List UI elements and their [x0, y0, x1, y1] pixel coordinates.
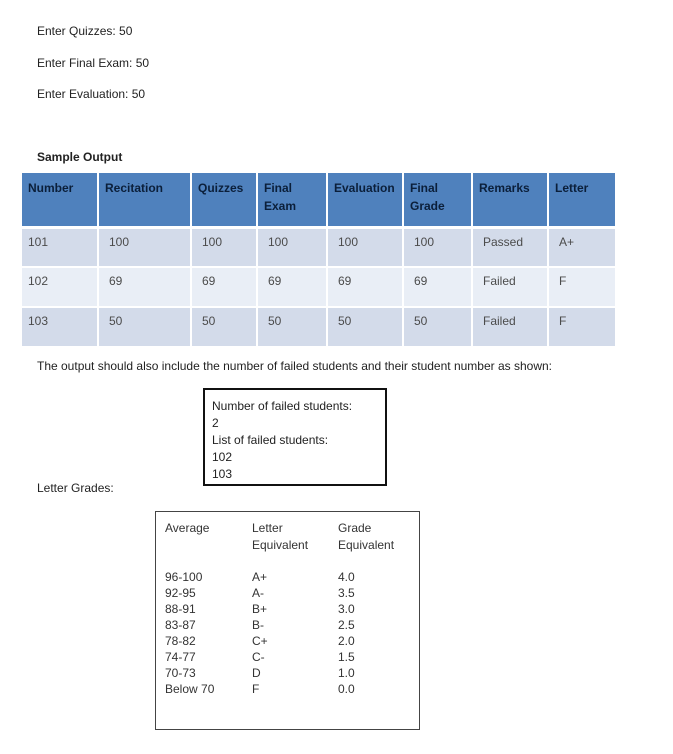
- list-item: 96-100: [165, 570, 203, 584]
- cell-final-grade: 50: [403, 307, 472, 347]
- letter-grades-heading: Letter Grades:: [37, 481, 114, 495]
- cell-recitation: 69: [98, 267, 191, 307]
- header-final-exam: Final Exam: [257, 173, 327, 227]
- legend-header-letter: Letter Equivalent: [252, 521, 309, 552]
- cell-remarks: Passed: [472, 227, 548, 267]
- list-item: 70-73: [165, 666, 196, 680]
- legend-grades-column: [338, 569, 355, 697]
- list-item: 88-91: [165, 602, 196, 616]
- cell-letter: F: [548, 267, 616, 307]
- list-item: B+: [252, 602, 268, 616]
- legend-header-average: Average: [165, 521, 210, 535]
- cell-final-exam: 100: [257, 227, 327, 267]
- list-item: B-: [252, 618, 264, 632]
- cell-number: 101: [22, 227, 98, 267]
- header-letter: Letter: [548, 173, 616, 227]
- list-item: Below 70: [165, 682, 215, 696]
- table-row: [22, 227, 616, 267]
- cell-number: 102: [22, 267, 98, 307]
- list-item: A-: [252, 586, 264, 600]
- list-item: 83-87: [165, 618, 196, 632]
- letter-grades-legend: [155, 511, 420, 730]
- legend-header-grade: Grade Equivalent: [338, 521, 395, 552]
- header-final-grade: Final Grade: [403, 173, 472, 227]
- table-row: [22, 267, 616, 307]
- input-final-exam-line: Enter Final Exam: 50: [37, 56, 150, 70]
- cell-final-exam: 50: [257, 307, 327, 347]
- list-item: 3.0: [338, 602, 355, 616]
- failed-students-box: [203, 388, 387, 486]
- list-item: C-: [252, 650, 265, 664]
- cell-evaluation: 100: [327, 227, 403, 267]
- list-item: 1.5: [338, 650, 355, 664]
- cell-final-grade: 69: [403, 267, 472, 307]
- cell-final-grade: 100: [403, 227, 472, 267]
- list-item: 2.0: [338, 634, 355, 648]
- failed-students-note: The output should also include the number of failed students and their student number as shown:: [37, 359, 552, 373]
- failed-list-label: List of failed students:: [212, 433, 329, 447]
- input-evaluation-line: Enter Evaluation: 50: [37, 87, 146, 101]
- cell-quizzes: 69: [191, 267, 257, 307]
- cell-recitation: 100: [98, 227, 191, 267]
- table-row: [22, 307, 616, 347]
- sample-output-heading: Sample Output: [37, 150, 123, 164]
- cell-final-exam: 69: [257, 267, 327, 307]
- legend-letters-column: [252, 569, 268, 697]
- legend-averages-column: [165, 569, 214, 697]
- cell-evaluation: 69: [327, 267, 403, 307]
- table-header-row: [22, 173, 616, 227]
- cell-evaluation: 50: [327, 307, 403, 347]
- header-remarks: Remarks: [472, 173, 548, 227]
- failed-count-label: Number of failed students:: [212, 399, 353, 413]
- list-item: 78-82: [165, 634, 196, 648]
- failed-list-item: 102: [212, 450, 233, 464]
- list-item: 3.5: [338, 586, 355, 600]
- list-item: 1.0: [338, 666, 355, 680]
- header-evaluation: Evaluation: [327, 173, 403, 227]
- list-item: 92-95: [165, 586, 196, 600]
- header-quizzes: Quizzes: [191, 173, 257, 227]
- list-item: 4.0: [338, 570, 355, 584]
- cell-quizzes: 50: [191, 307, 257, 347]
- cell-remarks: Failed: [472, 307, 548, 347]
- list-item: D: [252, 666, 261, 680]
- input-quizzes-line: Enter Quizzes: 50: [37, 24, 133, 38]
- sample-output-table: [22, 173, 617, 348]
- list-item: F: [252, 682, 260, 696]
- cell-quizzes: 100: [191, 227, 257, 267]
- header-recitation: Recitation: [98, 173, 191, 227]
- list-item: A+: [252, 570, 268, 584]
- cell-letter: A+: [548, 227, 616, 267]
- list-item: C+: [252, 634, 268, 648]
- failed-list-item: 103: [212, 467, 233, 481]
- cell-letter: F: [548, 307, 616, 347]
- list-item: 0.0: [338, 682, 355, 696]
- list-item: 74-77: [165, 650, 196, 664]
- list-item: 2.5: [338, 618, 355, 632]
- cell-remarks: Failed: [472, 267, 548, 307]
- failed-count-value: 2: [212, 416, 219, 430]
- cell-recitation: 50: [98, 307, 191, 347]
- header-number: Number: [22, 173, 98, 227]
- cell-number: 103: [22, 307, 98, 347]
